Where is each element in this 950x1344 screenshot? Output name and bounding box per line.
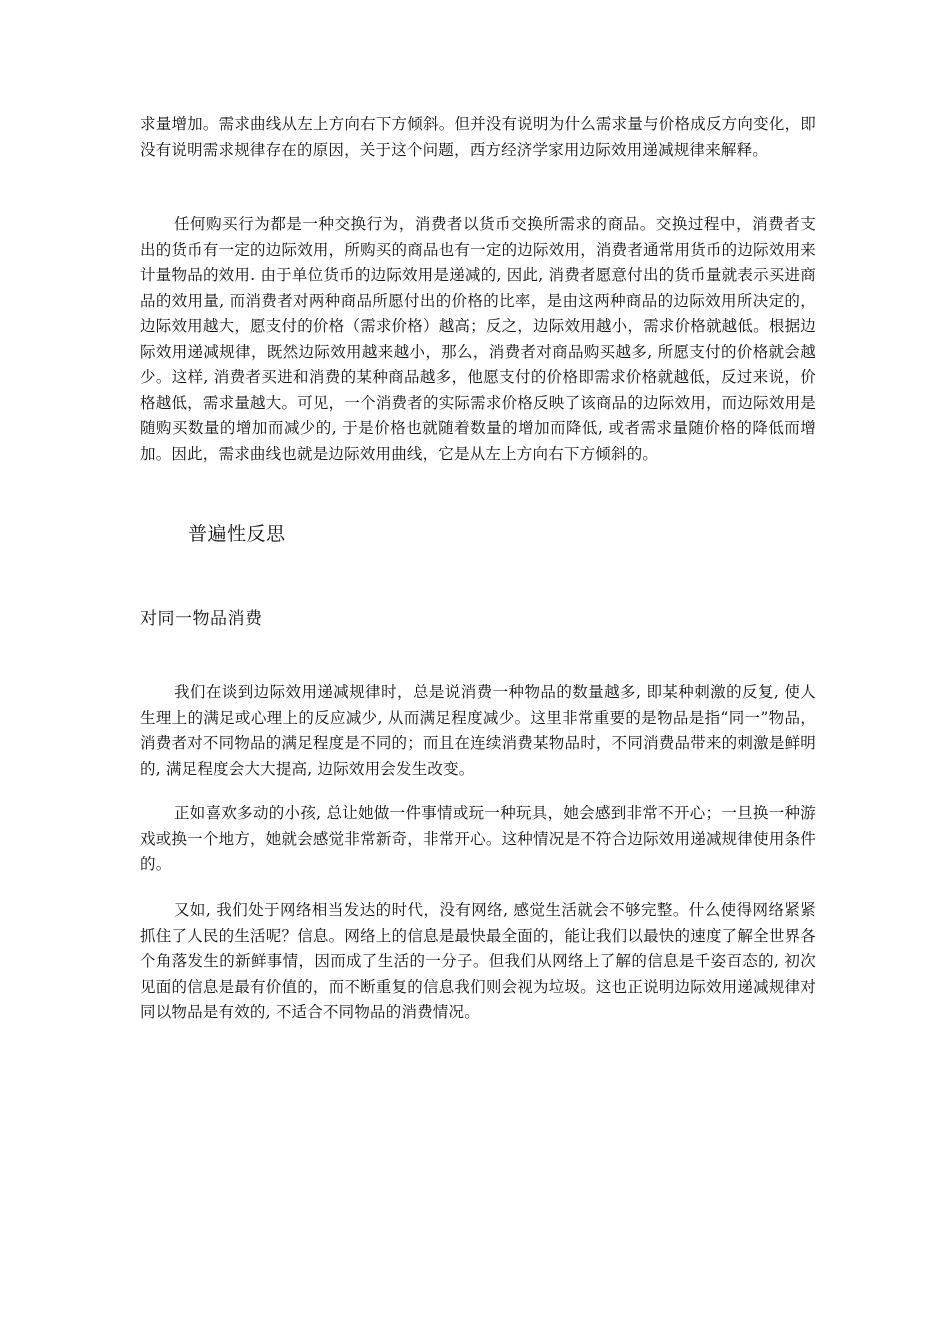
paragraph-same-item: 我们在谈到边际效用递减规律时，总是说消费一种物品的数量越多, 即某种刺激的反复, 使人生理上的满足或心理上的反应减少, 从而满足程度减少。这里非常重要的是物品是指“同一”物品，消费者对不同物品的满足程度是不同的；而且在连续消费某物品时，不同消费品带来的刺激是鲜明的, 满足程度会大大提高, 边际效用会发生改变。 [140,683,816,778]
subsection-heading: 对同一物品消费 [140,609,263,629]
paragraph-network-example: 又如, 我们处于网络相当发达的时代，没有网络, 感觉生活就会不够完整。什么使得网络紧紧抓住了人民的生活呢？信息。网络上的信息是最快最全面的，能让我们以最快的速度了解全世界各个角落发生的新鲜事情，因而成了生活的一分子。但我们从网络上了解的信息是千姿百态的, 初次见面的信息是最有价值的，而不断重复的信息我们则会视为垃圾。这也正说明边际效用递减规律对同以物品是有效的, 不适合不同物品的消费情况。 [140,901,816,1021]
section-heading: 普遍性反思 [188,523,286,545]
paragraph-demand-curve-intro: 求量增加。需求曲线从左上方向右下方倾斜。但并没有说明为什么需求量与价格成反方向变化，即没有说明需求规律存在的原因，关于这个问题，西方经济学家用边际效用递减规律来解释。 [140,115,816,159]
paragraph-exchange-behavior: 任何购买行为都是一种交换行为，消费者以货币交换所需求的商品。交换过程中，消费者支出的货币有一定的边际效用，所购买的商品也有一定的边际效用，消费者通常用货币的边际效用来计量物品的效用. 由于单位货币的边际效用是递减的, 因此, 消费者愿意付出的货币量就表示买进商品的效用量, 而消费者对两种商品所愿付出的价格的比率，是由这两种商品的边际效用所决定的，边际效用越大，愿支付的价格（需求价格）越高；反之，边际效用越小，需求价格就越低。根据边际效用递减规律，既然边际效用越来越小，那么，消费者对商品购买越多, 所愿支付的价格就会越少。这样, 消费者买进和消费的某种商品越多，他愿支付的价格即需求价格就越低，反过来说，价格越低，需求量越大。可见，一个消费者的实际需求价格反映了该商品的边际效用，而边际效用是随购买数量的增加而减少的, 于是价格也就随着数量的增加而降低, 或者需求量随价格的降低而增加。因此，需求曲线也就是边际效用曲线，它是从左上方向右下方倾斜的。 [140,215,816,463]
paragraph-child-example: 正如喜欢多动的小孩, 总让她做一件事情或玩一种玩具，她会感到非常不开心；一旦换一种游戏或换一个地方，她就会感觉非常新奇，非常开心。这种情况是不符合边际效用递减规律使用条件的。 [140,804,816,873]
